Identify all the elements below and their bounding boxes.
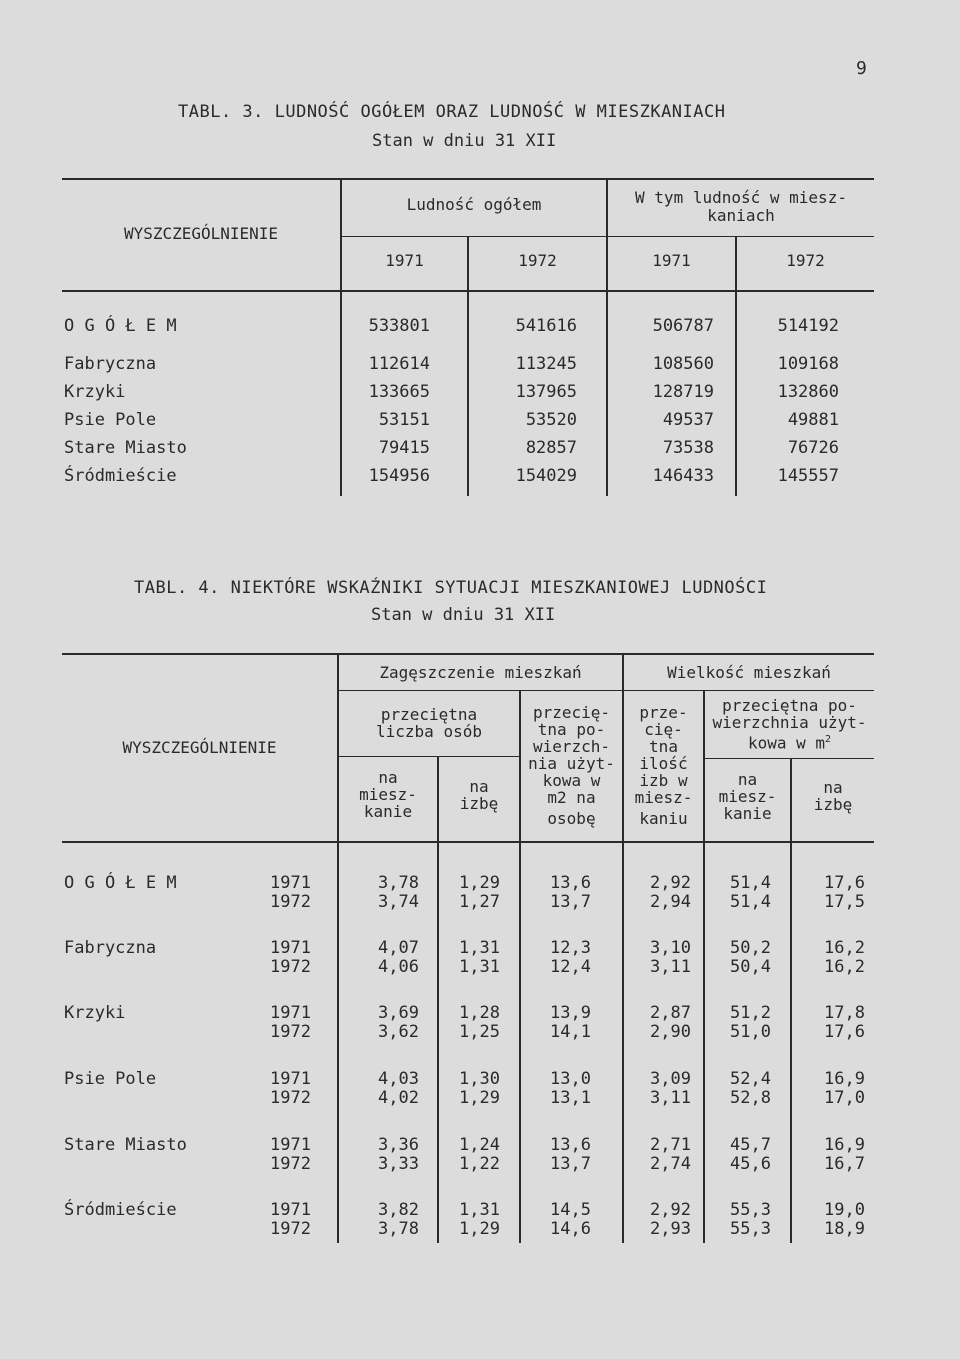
- table-cell: 14,6: [550, 1219, 591, 1239]
- table3-stub-header: WYSZCZEGÓLNIENIE: [123, 224, 279, 243]
- year-cell: 1971: [270, 938, 311, 958]
- table-cell: 4,06: [378, 957, 419, 977]
- table-cell: 109168: [777, 354, 839, 374]
- table-cell: 73538: [662, 438, 714, 458]
- table-cell: 18,9: [824, 1219, 865, 1239]
- table-cell: 1,31: [459, 957, 500, 977]
- table-cell: 4,02: [378, 1088, 419, 1108]
- row-label: Psie Pole: [64, 410, 157, 430]
- table-cell: 17,6: [824, 1022, 865, 1042]
- table4-top-rule: [62, 653, 874, 655]
- table-cell: 3,78: [378, 1219, 419, 1239]
- uf-room-header-l1: na: [823, 778, 843, 797]
- table-cell: 50,2: [730, 938, 771, 958]
- table-cell: 145557: [777, 466, 839, 486]
- year-cell: 1971: [270, 1003, 311, 1023]
- table-cell: 1,25: [459, 1022, 500, 1042]
- area-person-header-l6: m2 na: [547, 788, 596, 807]
- table-cell: 133665: [368, 382, 430, 402]
- page-number: 9: [856, 58, 867, 79]
- table-cell: 3,74: [378, 892, 419, 912]
- per-room-header-l2: izbę: [459, 794, 499, 813]
- table-cell: 79415: [378, 438, 430, 458]
- table-cell: 17,8: [824, 1003, 865, 1023]
- table-cell: 3,78: [378, 873, 419, 893]
- table-cell: 55,3: [730, 1219, 771, 1239]
- table-cell: 14,5: [550, 1200, 591, 1220]
- table-cell: 4,03: [378, 1069, 419, 1089]
- table-cell: 154029: [515, 466, 577, 486]
- row-label: Fabryczna: [64, 938, 157, 958]
- table4-stub-header: WYSZCZEGÓLNIENIE: [122, 738, 277, 757]
- uf-flat-header-l1: na: [737, 770, 758, 789]
- per-room-header-l1: na: [469, 777, 489, 796]
- table3-year-1: 1971: [385, 251, 424, 270]
- table-cell: 3,36: [378, 1135, 419, 1155]
- table-cell: 132860: [777, 382, 839, 402]
- table-cell: 146433: [652, 466, 714, 486]
- table3-year-4: 1972: [786, 251, 825, 270]
- table4-avg-persons-rule: [337, 756, 519, 757]
- table3-top-rule: [62, 178, 874, 180]
- table-cell: 3,10: [650, 938, 691, 958]
- avg-persons-header-l2: liczba osób: [376, 722, 482, 741]
- table-cell: 154956: [368, 466, 430, 486]
- row-label: Śródmieście: [64, 466, 177, 486]
- table-cell: 3,82: [378, 1200, 419, 1220]
- table-cell: 17,0: [824, 1088, 865, 1108]
- table-cell: 52,8: [730, 1088, 771, 1108]
- row-label: Fabryczna: [64, 354, 157, 374]
- table-cell: 3,09: [650, 1069, 691, 1089]
- table-cell: 51,4: [730, 892, 771, 912]
- table-cell: 13,7: [550, 1154, 591, 1174]
- year-cell: 1971: [270, 1200, 311, 1220]
- table-cell: 1,30: [459, 1069, 500, 1089]
- table-cell: 16,9: [824, 1135, 865, 1155]
- per-flat-header-l2: miesz-: [359, 785, 417, 804]
- table-cell: 113245: [515, 354, 577, 374]
- table3-group1-header: Ludność ogółem: [406, 195, 542, 214]
- table-cell: 1,28: [459, 1003, 500, 1023]
- rooms-header-l1: prze-: [639, 703, 688, 722]
- table4-usable-rule: [703, 758, 874, 759]
- table-cell: 49537: [662, 410, 714, 430]
- table-cell: 2,90: [650, 1022, 691, 1042]
- table-cell: 45,6: [730, 1154, 771, 1174]
- uf-flat-header-l2: miesz-: [718, 787, 777, 806]
- table-cell: 2,94: [650, 892, 691, 912]
- table-cell: 13,7: [550, 892, 591, 912]
- row-label: Krzyki: [64, 382, 126, 402]
- year-cell: 1972: [270, 957, 311, 977]
- table-cell: 14,1: [550, 1022, 591, 1042]
- rooms-header-l3: tna: [649, 737, 678, 756]
- area-person-header-l3: wierzch-: [532, 737, 611, 756]
- table-cell: 3,62: [378, 1022, 419, 1042]
- table-cell: 13,0: [550, 1069, 591, 1089]
- rooms-header-l7: kaniu: [639, 809, 688, 828]
- table-cell: 51,0: [730, 1022, 771, 1042]
- per-flat-header-l1: na: [378, 768, 398, 787]
- table-cell: 13,9: [550, 1003, 591, 1023]
- table3-title: TABL. 3. LUDNOŚĆ OGÓŁEM ORAZ LUDNOŚĆ W MIESZKANIACH: [178, 102, 726, 122]
- table-cell: 533801: [368, 316, 430, 336]
- table-cell: 2,92: [650, 1200, 691, 1220]
- row-label: Krzyki: [64, 1003, 126, 1023]
- table-cell: 49881: [787, 410, 839, 430]
- table-cell: 3,69: [378, 1003, 419, 1023]
- year-cell: 1972: [270, 1022, 311, 1042]
- table-cell: 51,4: [730, 873, 771, 893]
- table-cell: 3,11: [650, 1088, 691, 1108]
- table-cell: 45,7: [730, 1135, 771, 1155]
- table-cell: 13,6: [550, 1135, 591, 1155]
- table4-header-rule: [62, 841, 874, 843]
- table4-title: TABL. 4. NIEKTÓRE WSKAŹNIKI SYTUACJI MIESZKANIOWEJ LUDNOŚCI: [134, 578, 768, 598]
- usable-area-header-l2: wierzchnia użyt-: [712, 713, 867, 732]
- row-label: O G Ó Ł E M: [64, 316, 177, 336]
- row-label: Śródmieście: [64, 1200, 177, 1220]
- uf-room-header-l2: izbę: [813, 795, 853, 814]
- table3-year-2: 1972: [518, 251, 557, 270]
- table-cell: 51,2: [730, 1003, 771, 1023]
- table-cell: 82857: [525, 438, 577, 458]
- year-cell: 1972: [270, 1088, 311, 1108]
- year-cell: 1971: [270, 1069, 311, 1089]
- table-cell: 13,1: [550, 1088, 591, 1108]
- table-cell: 16,9: [824, 1069, 865, 1089]
- table-cell: 13,6: [550, 873, 591, 893]
- table4-subtitle: Stan w dniu 31 XII: [371, 605, 556, 625]
- row-label: Stare Miasto: [64, 1135, 187, 1155]
- table-cell: 3,11: [650, 957, 691, 977]
- area-person-header-l7: osobę: [547, 809, 596, 828]
- year-cell: 1971: [270, 873, 311, 893]
- table-cell: 4,07: [378, 938, 419, 958]
- row-label: Stare Miasto: [64, 438, 187, 458]
- table4-group1-header: Zagęszczenie mieszkań: [379, 663, 582, 682]
- table-cell: 2,92: [650, 873, 691, 893]
- table-cell: 12,3: [550, 938, 591, 958]
- table-cell: 112614: [368, 354, 430, 374]
- table-cell: 541616: [515, 316, 577, 336]
- table-cell: 16,2: [824, 957, 865, 977]
- usable-area-header-l1: przeciętna po-: [722, 696, 857, 715]
- year-cell: 1972: [270, 892, 311, 912]
- table-cell: 506787: [652, 316, 714, 336]
- rooms-header-l4: ilość: [639, 754, 688, 773]
- table-cell: 16,2: [824, 938, 865, 958]
- table-cell: 3,33: [378, 1154, 419, 1174]
- year-cell: 1972: [270, 1154, 311, 1174]
- table-cell: 2,93: [650, 1219, 691, 1239]
- rooms-header-l5: izb w: [639, 771, 688, 790]
- table-cell: 1,31: [459, 938, 500, 958]
- table3-group2-header-l1: W tym ludność w miesz-: [635, 188, 847, 207]
- table-cell: 52,4: [730, 1069, 771, 1089]
- uf-flat-header-l3: kanie: [723, 804, 772, 823]
- table3-group2-header-l2: kaniach: [707, 206, 775, 225]
- year-cell: 1971: [270, 1135, 311, 1155]
- row-label: Psie Pole: [64, 1069, 157, 1089]
- table-cell: 53520: [525, 410, 577, 430]
- table-cell: 2,74: [650, 1154, 691, 1174]
- per-flat-header-l3: kanie: [363, 802, 413, 821]
- table-cell: 1,29: [459, 1088, 500, 1108]
- avg-persons-header-l1: przeciętna: [380, 705, 478, 724]
- table-cell: 2,71: [650, 1135, 691, 1155]
- area-person-header-l1: przecię-: [532, 703, 611, 722]
- table-cell: 128719: [652, 382, 714, 402]
- table-cell: 108560: [652, 354, 714, 374]
- table3-subtitle: Stan w dniu 31 XII: [372, 131, 557, 151]
- table3-year-3: 1971: [652, 251, 691, 270]
- table-cell: 1,24: [459, 1135, 500, 1155]
- table-cell: 12,4: [550, 957, 591, 977]
- table4-group-rule: [337, 690, 874, 691]
- year-cell: 1972: [270, 1219, 311, 1239]
- rooms-header-l2: cię-: [644, 720, 683, 739]
- area-person-header-l5: kowa w: [542, 771, 601, 790]
- table-cell: 1,31: [459, 1200, 500, 1220]
- table-cell: 17,5: [824, 892, 865, 912]
- table-cell: 1,27: [459, 892, 500, 912]
- usable-area-header-l3: kowa w $m^2$: [747, 733, 832, 753]
- table-cell: 76726: [787, 438, 839, 458]
- row-label: O G Ó Ł E M: [64, 873, 177, 893]
- table-cell: 19,0: [824, 1200, 865, 1220]
- table4-group2-header: Wielkość mieszkań: [667, 663, 831, 682]
- area-person-header-l4: nia użyt-: [528, 754, 615, 773]
- table-cell: 1,29: [459, 873, 500, 893]
- table-cell: 16,7: [824, 1154, 865, 1174]
- table-cell: 1,29: [459, 1219, 500, 1239]
- table-cell: 17,6: [824, 873, 865, 893]
- table-cell: 514192: [777, 316, 839, 336]
- table-cell: 2,87: [650, 1003, 691, 1023]
- table-cell: 50,4: [730, 957, 771, 977]
- table-cell: 53151: [378, 410, 430, 430]
- area-person-header-l2: tna po-: [537, 720, 606, 739]
- table-cell: 55,3: [730, 1200, 771, 1220]
- table-cell: 1,22: [459, 1154, 500, 1174]
- rooms-header-l6: miesz-: [634, 788, 693, 807]
- table-cell: 137965: [515, 382, 577, 402]
